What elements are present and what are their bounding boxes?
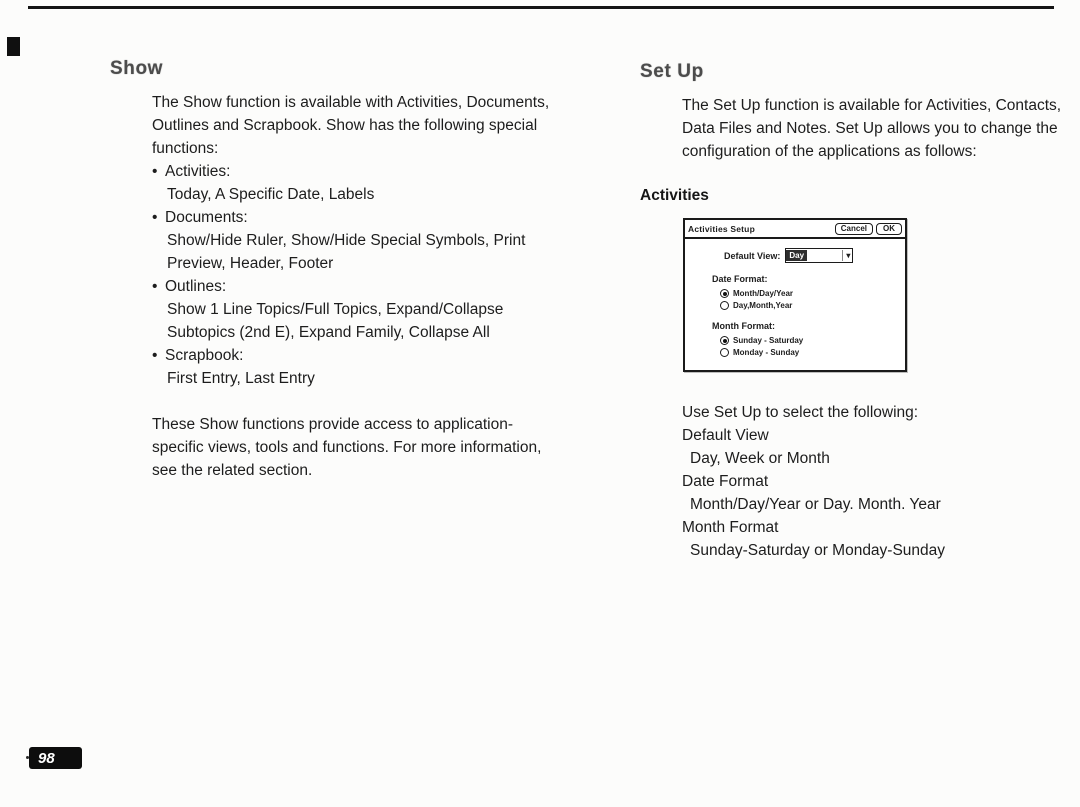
radio-icon	[720, 301, 729, 310]
bullet-detail: First Entry, Last Entry	[167, 370, 315, 387]
bullet-detail: Show 1 Line Topics/Full Topics, Expand/Collapse Subtopics (2nd E), Expand Family, Collapse All	[167, 301, 504, 341]
setup-intro-paragraph: The Set Up function is available for Activities, Contacts, Data Files and Notes. Set Up allows you to change the configuration of the applications as follows:	[682, 97, 1062, 160]
list-item-outlines	[152, 275, 564, 344]
date-format-group	[712, 274, 899, 311]
month-format-group	[712, 321, 899, 358]
bullet-label: • Documents:	[165, 209, 248, 226]
usage-intro-paragraph: Use Set Up to select the following:	[682, 404, 919, 421]
list-item-documents	[152, 206, 564, 275]
usage-list	[682, 424, 1050, 562]
radio-label: Day,Month,Year	[733, 301, 793, 310]
bullet-detail: Today, A Specific Date, Labels	[167, 186, 375, 203]
radio-label: Month/Day/Year	[733, 289, 794, 298]
usage-item-detail: Sunday-Saturday or Monday-Sunday	[690, 542, 946, 559]
usage-item-detail: Month/Day/Year or Day. Month. Year	[690, 496, 941, 513]
radio-icon	[720, 348, 729, 357]
cancel-button: Cancel	[835, 223, 873, 235]
section-heading-show: Show	[110, 58, 164, 79]
list-item-activities	[152, 160, 564, 206]
bullet-label: • Activities:	[165, 163, 231, 180]
chevron-down-icon: ▾	[842, 250, 852, 261]
usage-item-label: Default View	[682, 427, 769, 444]
show-body	[152, 91, 564, 482]
bullet-detail: Show/Hide Ruler, Show/Hide Special Symbols, Print Preview, Header, Footer	[167, 232, 526, 272]
show-intro-paragraph: The Show function is available with Activities, Documents, Outlines and Scrapbook. Show has the following special functions:	[152, 94, 550, 157]
radio-option-sunday-saturday	[720, 335, 899, 346]
show-outro-paragraph: These Show functions provide access to application-specific views, tools and functions. For more information, see the related section.	[152, 416, 542, 479]
dialog-body	[685, 239, 905, 370]
ok-button: OK	[876, 223, 902, 235]
subheading-activities: Activities	[640, 187, 709, 204]
dialog-titlebar	[685, 220, 905, 239]
radio-selected-icon	[720, 289, 729, 298]
left-column	[110, 58, 582, 482]
bullet-label: • Outlines:	[165, 278, 227, 295]
default-view-row	[724, 248, 899, 263]
page-number: 98	[38, 749, 55, 767]
usage-item-detail: Day, Week or Month	[690, 450, 830, 467]
right-column	[640, 61, 1062, 562]
show-function-list	[152, 160, 564, 390]
date-format-label: Date Format:	[712, 274, 768, 284]
radio-option-monday-sunday	[720, 347, 899, 358]
default-view-label: Default View:	[724, 250, 781, 261]
radio-label: Sunday - Saturday	[733, 336, 804, 345]
radio-option-month-day-year	[720, 288, 899, 299]
scan-artifact-mark	[7, 37, 20, 56]
month-format-label: Month Format:	[712, 321, 775, 331]
dialog-title: Activities Setup	[688, 223, 755, 234]
scan-artifact-top-line	[28, 6, 1054, 9]
radio-selected-icon	[720, 336, 729, 345]
radio-option-day-month-year	[720, 300, 899, 311]
activities-setup-dialog	[683, 218, 907, 372]
bullet-label: • Scrapbook:	[165, 347, 244, 364]
dropdown-selected-value: Day	[786, 250, 807, 261]
default-view-dropdown	[785, 248, 853, 263]
list-item-scrapbook	[152, 344, 564, 390]
radio-label: Monday - Sunday	[733, 348, 800, 357]
page-number-badge	[29, 747, 82, 769]
section-heading-setup: Set Up	[640, 61, 704, 82]
usage-item-label: Month Format	[682, 519, 779, 536]
usage-item-label: Date Format	[682, 473, 769, 490]
